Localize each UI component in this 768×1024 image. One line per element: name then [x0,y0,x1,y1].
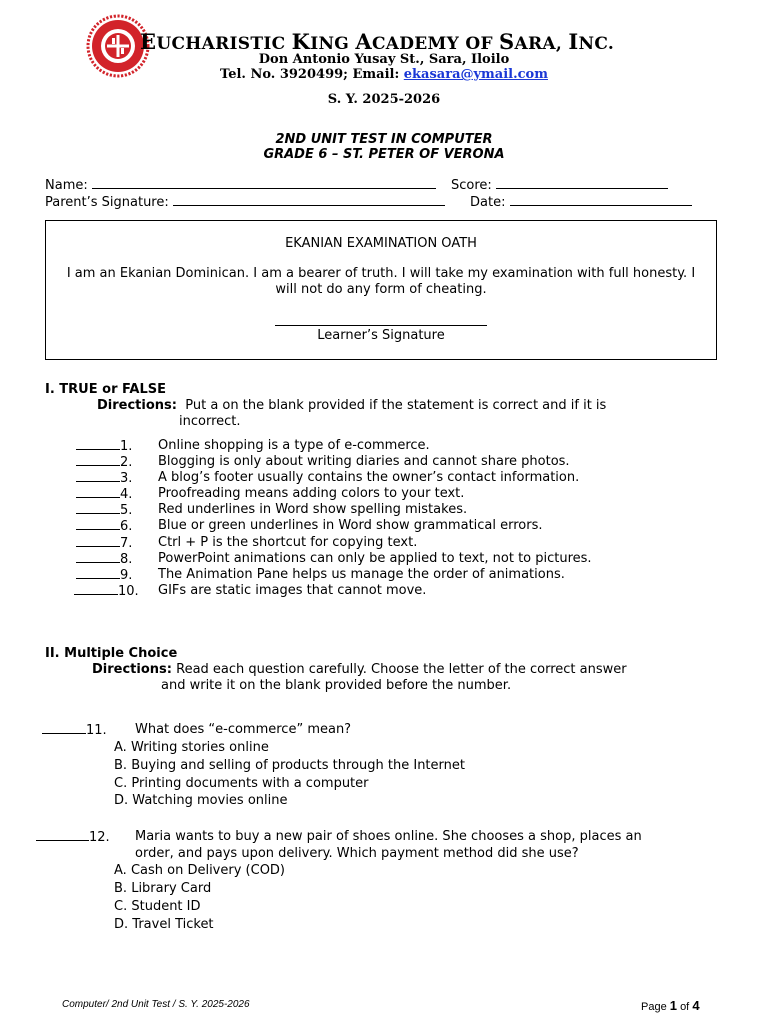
email-link[interactable]: ekasara@ymail.com [403,67,548,82]
school-year: S. Y. 2025-2026 [327,92,441,107]
answer-blank[interactable] [42,722,86,734]
list-item: 10. [74,583,139,599]
name-label: Name: [45,178,88,193]
parent-signature-blank[interactable] [173,195,445,206]
answer-blank[interactable] [76,486,120,498]
list-item-text: Ctrl + P is the shortcut for copying text. [158,535,418,550]
choice-12-d: D. Travel Ticket [114,917,214,932]
list-item-text: Blue or green underlines in Word show grammatical errors. [158,518,543,533]
oath-text: I am an Ekanian Dominican. I am a bearer of truth. I will take my examination with full honesty. I will not do any form of cheating. [66,266,696,297]
question-11-text: What does “e-commerce” mean? [135,722,352,737]
footer-page-number: Page 1 of 4 [641,998,700,1013]
answer-blank[interactable] [74,583,118,595]
list-item: 6. [76,518,132,534]
question-11: 11. [42,722,107,738]
list-item: 7. [76,535,132,551]
list-item-text: Blogging is only about writing diaries and cannot share photos. [158,454,570,469]
section-2-directions: Directions: Read each question carefully. Choose the letter of the correct answer [92,662,627,677]
choice-11-b: B. Buying and selling of products through the Internet [114,758,465,773]
question-12: 12. [36,829,110,845]
answer-blank[interactable] [76,454,120,466]
score-label: Score: [451,178,492,193]
question-12-text: Maria wants to buy a new pair of shoes online. She chooses a shop, places an [135,829,642,844]
name-blank[interactable] [92,178,436,189]
list-item-text: Online shopping is a type of e-commerce. [158,438,430,453]
parent-signature-field[interactable] [45,195,445,210]
parent-signature-label: Parent’s Signature: [45,195,169,210]
choice-12-b: B. Library Card [114,881,212,896]
list-item: 9. [76,567,132,583]
list-item: 3. [76,470,132,486]
date-blank[interactable] [510,195,692,206]
choice-12-a: A. Cash on Delivery (COD) [114,863,286,878]
choice-11-d: D. Watching movies online [114,793,288,808]
score-field[interactable] [451,178,668,193]
date-field[interactable] [470,195,692,210]
choice-12-c: C. Student ID [114,899,201,914]
answer-blank[interactable] [76,535,120,547]
name-field[interactable] [45,178,436,193]
learner-signature-label: Learner’s Signature [317,328,445,343]
choice-11-c: C. Printing documents with a computer [114,776,369,791]
list-item-text: A blog’s footer usually contains the owner’s contact information. [158,470,580,485]
learner-signature-line[interactable] [275,325,487,326]
oath-title: EKANIAN EXAMINATION OATH [285,236,477,251]
school-name: EUCHARISTIC KING ACADEMY OF SARA, INC. [140,29,615,54]
list-item: 2. [76,454,132,470]
list-item: 1. [76,438,132,454]
answer-blank[interactable] [36,829,89,841]
footer-course-info: Computer/ 2nd Unit Test / S. Y. 2025-2026 [62,999,250,1010]
section-1-directions-cont: incorrect. [179,414,241,429]
school-contact: Tel. No. 3920499; Email: ekasara@ymail.com [220,67,548,82]
examination-oath-box [45,220,717,360]
question-12-text-cont: order, and pays upon delivery. Which payment method did she use? [135,846,579,861]
section-2-directions-cont: and write it on the blank provided before the number. [161,678,512,693]
choice-11-a: A. Writing stories online [114,740,269,755]
date-label: Date: [470,195,506,210]
list-item: 4. [76,486,132,502]
list-item-text: Proofreading means adding colors to your text. [158,486,465,501]
list-item-text: GIFs are static images that cannot move. [158,583,427,598]
answer-blank[interactable] [76,470,120,482]
answer-blank[interactable] [76,567,120,579]
answer-blank[interactable] [76,438,120,450]
list-item-text: The Animation Pane helps us manage the order of animations. [158,567,565,582]
answer-blank[interactable] [76,502,120,514]
section-1-title: I. TRUE or FALSE [45,382,166,397]
list-item-text: Red underlines in Word show spelling mistakes. [158,502,468,517]
list-item-text: PowerPoint animations can only be applied to text, not to pictures. [158,551,592,566]
list-item: 8. [76,551,132,567]
answer-blank[interactable] [76,518,120,530]
answer-blank[interactable] [76,551,120,563]
test-title: 2ND UNIT TEST IN COMPUTER [275,132,493,147]
list-item: 5. [76,502,132,518]
test-grade: GRADE 6 – ST. PETER OF VERONA [263,147,505,162]
score-blank[interactable] [496,178,668,189]
school-address: Don Antonio Yusay St., Sara, Iloilo [258,52,510,67]
section-2-title: II. Multiple Choice [45,646,178,661]
section-1-directions: Directions: Put a on the blank provided if the statement is correct and if it is [97,398,607,413]
